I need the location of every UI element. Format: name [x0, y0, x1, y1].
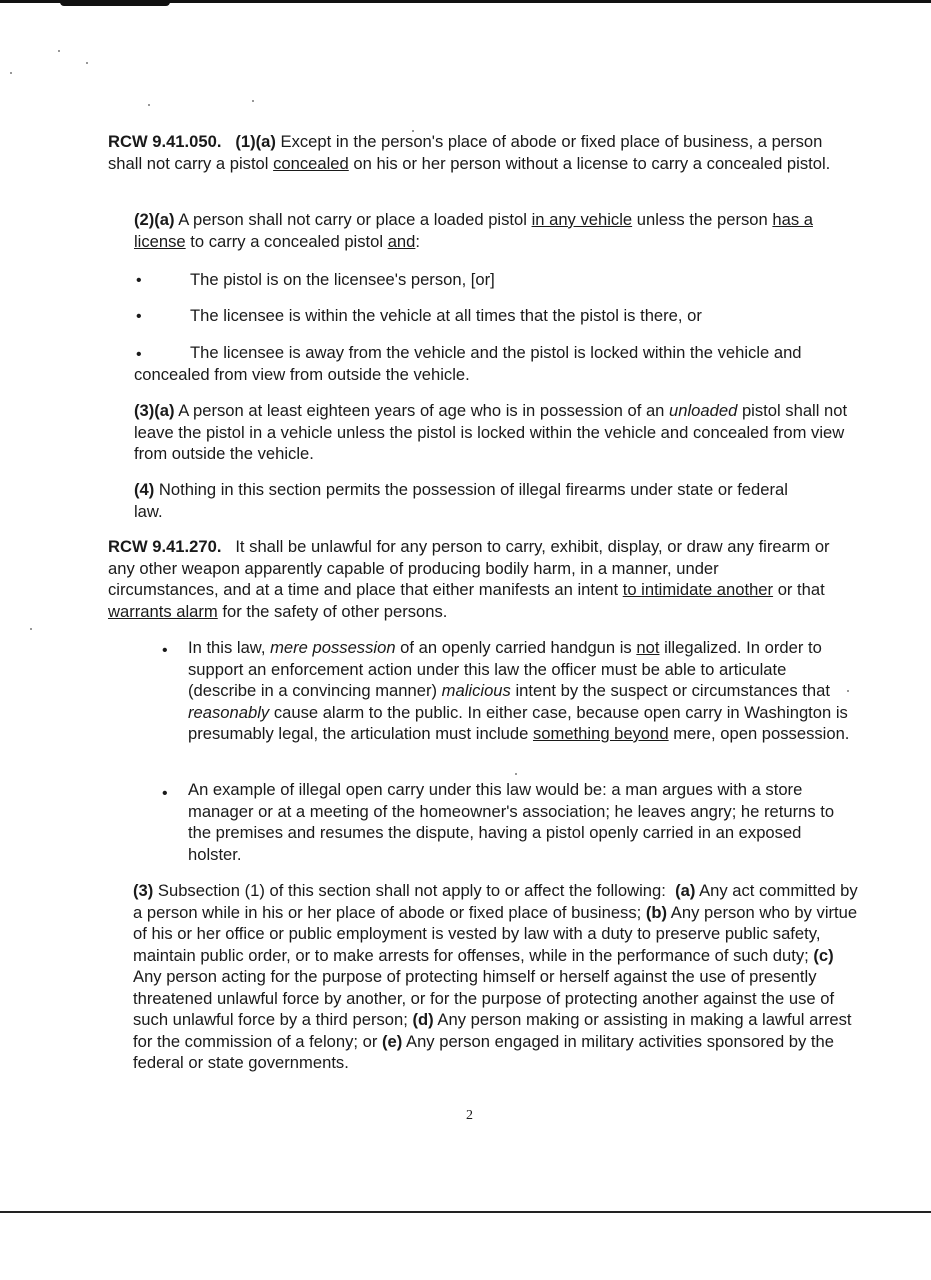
rcw-270-underline-2: warrants alarm	[108, 601, 218, 621]
bullet-marker: •	[136, 346, 142, 363]
sub3-text: Subsection (1) of this section shall not apply to or affect the following:	[157, 881, 666, 900]
b1-text-1: In this law,	[188, 638, 266, 657]
rcw-050-section-3a	[134, 400, 858, 465]
rcw-050-section-2a	[134, 209, 846, 252]
sub2a-text-2: unless the person	[636, 210, 768, 229]
sub1a-underline: concealed	[273, 153, 349, 173]
item-a-text: Any act committed by a person while in his or her place of abode or fixed place of business;	[133, 881, 858, 922]
b2-text: An example of illegal open carry under this law would be: a man argues with a store manager or at a meeting of the homeowner's association; he leaves angry; he returns to the premises and resumes the dispute, having a pistol openly carried in an exposed holster.	[188, 780, 835, 864]
bullet-text: The licensee is within the vehicle at all times that the pistol is there, or	[190, 306, 702, 325]
page-number: 2	[466, 1108, 473, 1123]
scan-speck	[252, 100, 254, 102]
b1-underline-2: something beyond	[532, 724, 669, 743]
rcw-050-section-1a: RCW 9.41.050. (1)(a) Except in the person's place of abode or fixed place of business, a person shall not carry a pistol concealed on his or her person without a license to carry a concealed pistol.	[108, 132, 831, 173]
sub2a-text-1: A person shall not carry or place a loaded pistol	[178, 210, 527, 229]
scan-speck	[412, 130, 414, 132]
sub3a-label: (3)(a)	[134, 401, 175, 420]
rcw-050-section-4	[134, 479, 814, 522]
list-item	[190, 269, 850, 291]
bullet-marker: •	[136, 308, 142, 325]
sub1a-text-post: on his or her person without a license to carry a concealed pistol.	[353, 153, 831, 173]
item-b-text: Any person who by virtue of his or her office or public employment is vested by law with a duty to preserve public safety, maintain public order, or to make arrests for offenses, while in the performance of such duty;	[133, 902, 858, 965]
rcw-270-text-3: for the safety of other persons.	[222, 601, 448, 621]
scan-speck	[847, 690, 849, 692]
sub2a-underline-2: has a license	[134, 210, 813, 251]
bullet-marker: •	[162, 785, 168, 802]
scan-speck	[148, 104, 150, 106]
sub1a-label: (1)(a)	[235, 132, 276, 151]
sub3-label: (3)	[133, 881, 154, 900]
b1-italic-2: malicious	[441, 681, 511, 700]
top-scan-mark	[60, 0, 170, 6]
item-c-text: Any person acting for the purpose of protecting himself or herself against the use of presently threatened unlawful force by another, or for the purpose of protecting another against the use of such unlawful force by a third person;	[133, 967, 835, 1029]
sub2a-underline-1: in any vehicle	[531, 210, 633, 229]
b1-text-4: intent by the suspect or circumstances that	[515, 681, 830, 700]
item-e-text: Any person engaged in military activities sponsored by the federal or state governments.	[133, 1031, 835, 1072]
sub2a-underline-3: and	[387, 231, 416, 251]
sub3a-text-pre: A person at least eighteen years of age who is in possession of an	[178, 401, 665, 420]
b1-italic-1: mere possession	[270, 638, 396, 657]
b1-text-2: of an openly carried handgun is	[400, 638, 632, 657]
item-d-text: Any person making or assisting in making a lawful arrest for the commission of a felony; or	[133, 1010, 852, 1051]
b1-text-3: illegalized. In order to support an enforcement action under this law the officer must be able to articulate (describe in a convincing manner)	[188, 638, 822, 700]
sub4-label: (4)	[134, 480, 155, 499]
item-c-label: (c)	[813, 945, 834, 965]
sub4-text: Nothing in this section permits the possession of illegal firearms under state or federal law.	[134, 480, 788, 521]
list-item	[134, 342, 846, 385]
item-e-label: (e)	[382, 1031, 403, 1051]
bullet-marker: •	[162, 642, 168, 659]
scan-speck	[10, 72, 12, 74]
item-b-label: (b)	[645, 902, 668, 922]
sub2a-text-4: :	[415, 231, 420, 251]
rcw-270-section: RCW 9.41.270. It shall be unlawful for any person to carry, exhibit, display, or draw any firearm or any other weapon apparently capable of producing bodily harm, in a manner, under circumstances, and at a time and place that either manifests an intent to intimidate another or that warrants alarm for the safety of other persons.	[108, 537, 830, 621]
scan-speck	[58, 50, 60, 52]
sub3a-italic: unloaded	[669, 401, 738, 420]
b1-text-5: cause alarm to the public. In either case, because open carry in Washington is presumably legal, the articulation must include	[188, 702, 848, 743]
b1-italic-3: reasonably	[188, 702, 270, 722]
sub2a-label: (2)(a)	[134, 210, 175, 229]
rcw-270-cite: RCW 9.41.270	[108, 537, 217, 556]
sub2a-text-3: to carry a concealed pistol	[190, 231, 384, 251]
scan-speck	[86, 62, 88, 64]
bottom-scan-edge	[0, 1211, 931, 1213]
rcw-270-underline-1: to intimidate another	[622, 580, 774, 599]
list-item	[188, 779, 854, 865]
bullet-marker: •	[136, 272, 142, 289]
item-d-label: (d)	[412, 1010, 434, 1029]
rcw-270-text-2: or that	[777, 580, 825, 599]
rcw-050-cite: RCW 9.41.050	[108, 132, 217, 151]
bullet-text: The licensee is away from the vehicle and the pistol is locked within the vehicle and concealed from view from outside the vehicle.	[134, 343, 802, 384]
rcw-270-section-3	[133, 880, 861, 1074]
scan-speck	[515, 773, 517, 775]
list-item	[188, 637, 854, 745]
scan-speck	[30, 628, 32, 630]
b1-underline-1: not	[636, 638, 660, 657]
list-item	[190, 305, 850, 327]
item-a-label: (a)	[675, 881, 696, 900]
sub1a-text-pre: Except in the person's place of abode or fixed place of business, a person shall not carry a pistol	[108, 132, 823, 173]
bullet-text: The pistol is on the licensee's person, [or]	[190, 270, 495, 289]
b1-text-6: mere, open possession.	[673, 724, 850, 743]
sub3a-text-post: pistol shall not leave the pistol in a vehicle unless the pistol is locked within the vehicle and concealed from view from outside the vehicle.	[134, 401, 848, 463]
rcw-270-text-1: It shall be unlawful for any person to carry, exhibit, display, or draw any firearm or any other weapon apparently capable of producing bodily harm, in a manner, under circumstances, and at a time and place that either manifests an intent	[108, 537, 830, 599]
